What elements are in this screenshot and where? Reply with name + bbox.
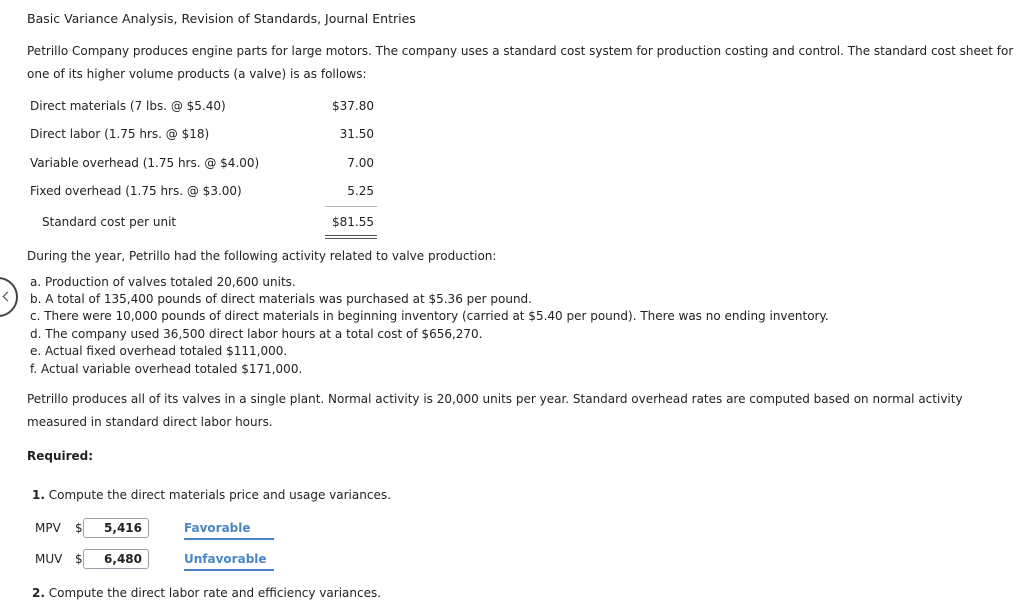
question-text: Compute the direct labor rate and efficiency variances. [48, 586, 382, 600]
currency-symbol: $ [75, 521, 83, 535]
intro-paragraph: Petrillo Company produces engine parts for large motors. The company uses a standard cost system for production costing and control. The standard cost sheet for one of its higher volume products (a valve) is as follows: [27, 44, 1014, 81]
question-1 [32, 488, 391, 502]
question-number: 2. [32, 586, 45, 600]
page-title: Basic Variance Analysis, Revision of Standards, Journal Entries [27, 11, 416, 26]
list-item: d. The company used 36,500 direct labor hours at a total cost of $656,270. [30, 327, 483, 341]
cost-total-label: Standard cost per unit [42, 215, 177, 229]
list-item: f. Actual variable overhead totaled $171,000. [30, 362, 303, 376]
cost-row-label: Fixed overhead (1.75 hrs. @ $3.00) [30, 184, 242, 198]
list-item: b. A total of 135,400 pounds of direct materials was purchased at $5.36 per pound. [30, 292, 532, 306]
total-double-rule [325, 235, 377, 239]
muv-unfavorable-select[interactable]: Unfavorable [184, 549, 274, 571]
question-number: 1. [32, 488, 45, 502]
mpv-label: MPV [35, 521, 61, 535]
cost-row-label: Variable overhead (1.75 hrs. @ $4.00) [30, 156, 260, 170]
currency-symbol: $ [75, 552, 83, 566]
required-label: Required: [27, 449, 94, 463]
cost-row-label: Direct materials (7 lbs. @ $5.40) [30, 99, 226, 113]
mpv-input[interactable] [83, 518, 149, 538]
back-button[interactable] [0, 277, 18, 317]
mpv-favorable-select[interactable]: Favorable [184, 518, 274, 540]
list-item: c. There were 10,000 pounds of direct materials in beginning inventory (carried at $5.40 per pound). There was no ending inventory. [30, 309, 829, 323]
chevron-left-icon [3, 292, 13, 302]
cost-row-amount: 5.25 [347, 184, 374, 198]
list-item: a. Production of valves totaled 20,600 units. [30, 275, 296, 289]
list-item: e. Actual fixed overhead totaled $111,000. [30, 344, 288, 358]
muv-label: MUV [35, 552, 63, 566]
cost-row-amount: $37.80 [332, 99, 374, 113]
activity-intro: During the year, Petrillo had the following activity related to valve production: [27, 249, 497, 263]
question-text: Compute the direct materials price and usage variances. [48, 488, 391, 502]
muv-input[interactable] [83, 549, 149, 569]
question-2 [32, 586, 381, 600]
cost-row-amount: 31.50 [339, 127, 374, 141]
plant-note: Petrillo produces all of its valves in a single plant. Normal activity is 20,000 units per year. Standard overhead rates are computed based on normal activity measured in standard direct labor hours. [27, 392, 963, 429]
cost-row-label: Direct labor (1.75 hrs. @ $18) [30, 127, 210, 141]
subtotal-rule [325, 206, 377, 207]
cost-total-amount: $81.55 [332, 215, 374, 229]
cost-row-amount: 7.00 [347, 156, 374, 170]
